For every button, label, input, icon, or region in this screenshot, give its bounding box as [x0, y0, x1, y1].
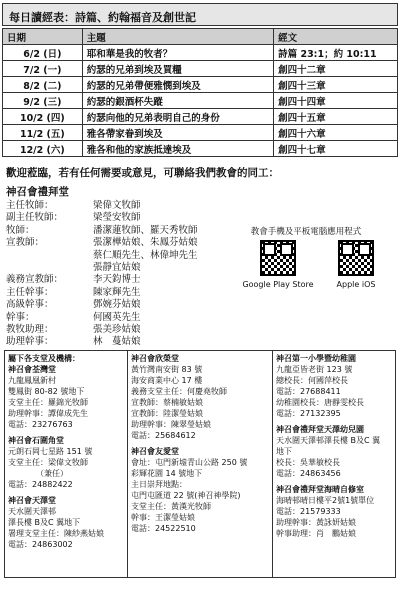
staff-role: 義務宣教師： — [6, 274, 64, 286]
header-date: 日期 — [3, 29, 83, 45]
branch-line: 支堂主任：黃漢光牧師 — [131, 502, 211, 511]
cell-verse: 創四十七章 — [274, 141, 398, 157]
table-header-row — [3, 29, 398, 45]
branch-line: 彩輝花園 14 號地下 — [131, 469, 203, 478]
branch-line: （兼任） — [8, 469, 68, 478]
staff-role: 高級幹事： — [6, 299, 54, 311]
apple-ios-qr-code[interactable] — [338, 240, 374, 276]
apple-ios-label: Apple iOS — [336, 280, 376, 289]
staff-names: 鄧婉芬姑娘 — [93, 299, 141, 311]
branch-line: 電話：24882422 — [8, 480, 73, 489]
staff-names: 張美珍姑娘 — [93, 323, 141, 335]
branch-line: 海安商業中心 17 樓 — [131, 376, 203, 385]
cell-topic: 約瑟的兄弟帶便雅憫到埃及 — [82, 77, 273, 93]
branch-line: 電話：24863456 — [276, 469, 341, 478]
staff-row — [6, 200, 216, 212]
branch-line: 九龍亞皆老街 123 號 — [276, 365, 353, 374]
cell-verse: 創四十三章 — [274, 77, 398, 93]
branch-line: 署理支堂主任：陳紗燕姑娘 — [8, 529, 104, 538]
cell-topic: 約瑟的銀酒杯失蹤 — [82, 93, 273, 109]
staff-row — [6, 336, 216, 348]
branch-heading: 神召會禮拜堂天澤幼兒園 — [276, 425, 364, 434]
staff-row — [6, 274, 216, 286]
branch-line: 九龍鳳凰新村 — [8, 376, 56, 385]
staff-role — [6, 250, 93, 262]
branch-line: 宣教師：陸潔瑩姑娘 — [131, 409, 203, 418]
staff-names: 陳家輝先生 — [93, 286, 141, 298]
staff-names: 林 蔓姑娘 — [93, 336, 141, 348]
table-row — [3, 77, 398, 93]
staff-role: 宣教師： — [6, 237, 45, 249]
branch-heading: 神召會禮拜堂海晴自修室 — [276, 485, 364, 494]
staff-role: 牧師： — [6, 224, 35, 236]
branch-line: 電話：27132395 — [276, 409, 341, 418]
staff-role: 助理幹事： — [6, 336, 54, 348]
cell-verse: 詩篇 23:1；約 10:11 — [274, 45, 398, 61]
cell-verse: 創四十四章 — [274, 93, 398, 109]
staff-role: 主任牧師： — [6, 200, 54, 211]
staff-role: 副主任牧師： — [6, 212, 64, 224]
branch-line: 義務支堂主任：何慶堯牧師 — [131, 387, 227, 396]
branch-line: 幹事助理：肖 鵬姑娘 — [276, 529, 356, 538]
branch-line: 地下 — [276, 447, 292, 456]
cell-verse: 創四十二章 — [274, 61, 398, 77]
staff-row — [6, 324, 216, 336]
table-row — [3, 125, 398, 141]
branch-heading: 神召會友愛堂 — [131, 447, 179, 456]
staff-names: 蔡仁順先生、林偉坤先生 — [93, 249, 198, 261]
branch-line: 海晴邨晴日樓平2號1號單位 — [276, 496, 375, 505]
branches-column-2 — [128, 351, 273, 577]
cell-topic: 耶和華是我的牧者？ — [82, 45, 273, 61]
branch-line: 電話：25684612 — [131, 431, 196, 440]
reading-plan-title: 每日讀經表：詩篇、約翰福音及創世記 — [2, 3, 398, 26]
cell-topic: 雅各和他的家族抵達埃及 — [82, 141, 273, 157]
church-name: 神召會禮拜堂 — [6, 186, 69, 198]
cell-date: 7/2 (一) — [3, 61, 83, 77]
welcome-text: 歡迎蒞臨，若有任何需要或意見，可聯絡我們教會的同工： — [6, 167, 279, 179]
branch-line: 電話：23276763 — [8, 420, 73, 429]
header-verse: 經文 — [274, 29, 398, 45]
branch-line: 屯門屯匯道 22 號(神召神學院) — [131, 491, 241, 500]
cell-topic: 約瑟的兄弟到埃及買糧 — [82, 61, 273, 77]
branch-line: 電話：24522510 — [131, 524, 196, 533]
branch-line: 元朗石岡七星路 151 號 — [8, 447, 93, 456]
branch-line: 天水圍天澤邨 — [8, 507, 56, 516]
branch-line: 澤長樓 B及C 翼地下 — [8, 518, 81, 527]
table-row — [3, 93, 398, 109]
branch-line: 助理幹事：譚偉成先生 — [8, 409, 88, 418]
staff-row — [6, 225, 216, 237]
reading-plan-table — [2, 28, 398, 157]
google-play-label: Google Play Store — [242, 280, 314, 289]
branches-column-3 — [273, 351, 395, 577]
cell-date: 11/2 (五) — [3, 125, 83, 141]
branch-line: 支堂主任：羅錦光牧師 — [8, 398, 88, 407]
staff-names: 張靜宜姑娘 — [93, 261, 141, 273]
staff-row — [6, 287, 216, 299]
staff-names: 梁瑩安牧師 — [93, 212, 141, 224]
branch-line: 雙鳳街 80-82 號地下 — [8, 387, 85, 396]
branch-line: 助理幹事：黃詠妍姑娘 — [276, 518, 356, 527]
branch-line: 支堂主任：梁偉文牧師 — [8, 458, 88, 467]
branch-line: 宣教師：蔡楠敏姑娘 — [131, 398, 203, 407]
staff-names: 張潔樺姑娘、朱鳳芬姑娘 — [93, 237, 198, 249]
branch-line: 天水圍天澤邨澤長樓 B及C 翼 — [276, 436, 381, 445]
branch-heading: 神召第一小學暨幼稚園 — [276, 354, 356, 363]
branch-heading: 神召會荃灣堂 — [8, 365, 56, 374]
table-row — [3, 61, 398, 77]
staff-row — [6, 262, 216, 274]
staff-role: 教牧助理： — [6, 323, 54, 335]
branch-line: 電話：27688411 — [276, 387, 341, 396]
staff-role: 幹事： — [6, 311, 35, 323]
branch-line: 助理幹事：陳翠瑩姑娘 — [131, 420, 211, 429]
table-row — [3, 109, 398, 125]
table-row — [3, 141, 398, 157]
branches-column-1 — [5, 351, 128, 577]
staff-names: 何國英先生 — [93, 311, 141, 323]
branch-line: 幼稚園校長：唐靜雯校長 — [276, 398, 364, 407]
branch-line: 幹事：王潔瑩姑娘 — [131, 513, 195, 522]
staff-list — [6, 200, 216, 349]
cell-verse: 創四十六章 — [274, 125, 398, 141]
staff-role: 主任幹事： — [6, 286, 54, 298]
header-topic: 主題 — [82, 29, 273, 45]
cell-date: 9/2 (三) — [3, 93, 83, 109]
staff-names: 潘潔蓮牧師、羅天秀牧師 — [93, 224, 198, 236]
staff-row — [6, 299, 216, 311]
branch-heading: 神召會欣榮堂 — [131, 354, 179, 363]
branch-heading: 神召會天澤堂 — [8, 496, 56, 505]
branch-line: 會址：屯門新墟青山公路 250 號 — [131, 458, 248, 467]
cell-topic: 約瑟向他的兄弟表明自己的身份 — [82, 109, 273, 125]
cell-topic: 雅各帶家眷到埃及 — [82, 125, 273, 141]
staff-role — [6, 262, 93, 274]
branches-box — [4, 350, 396, 578]
branch-line: 電話：21579333 — [276, 507, 341, 516]
staff-row — [6, 312, 216, 324]
staff-row — [6, 237, 216, 249]
google-play-qr-code[interactable] — [260, 240, 296, 276]
branch-line: 電話：24863002 — [8, 540, 73, 549]
branch-line: 校長：吳華敏校長 — [276, 458, 340, 467]
branch-line: 黃竹灣南安街 83 號 — [131, 365, 203, 374]
branch-line: 總校長：何國萍校長 — [276, 376, 348, 385]
cell-date: 6/2 (日) — [3, 45, 83, 61]
branch-heading: 屬下各支堂及機構： — [8, 354, 80, 363]
app-title: 教會手機及平板電腦應用程式 — [250, 227, 362, 237]
staff-names: 梁偉文牧師 — [93, 200, 141, 211]
table-row — [3, 45, 398, 61]
cell-verse: 創四十五章 — [274, 109, 398, 125]
branch-line: 主日崇拜地點： — [131, 480, 187, 489]
cell-date: 12/2 (六) — [3, 141, 83, 157]
branch-heading: 神召會石圍角堂 — [8, 436, 64, 445]
cell-date: 10/2 (四) — [3, 109, 83, 125]
staff-row — [6, 250, 216, 262]
staff-names: 李天鈞博士 — [93, 274, 141, 286]
staff-row — [6, 212, 216, 224]
cell-date: 8/2 (二) — [3, 77, 83, 93]
